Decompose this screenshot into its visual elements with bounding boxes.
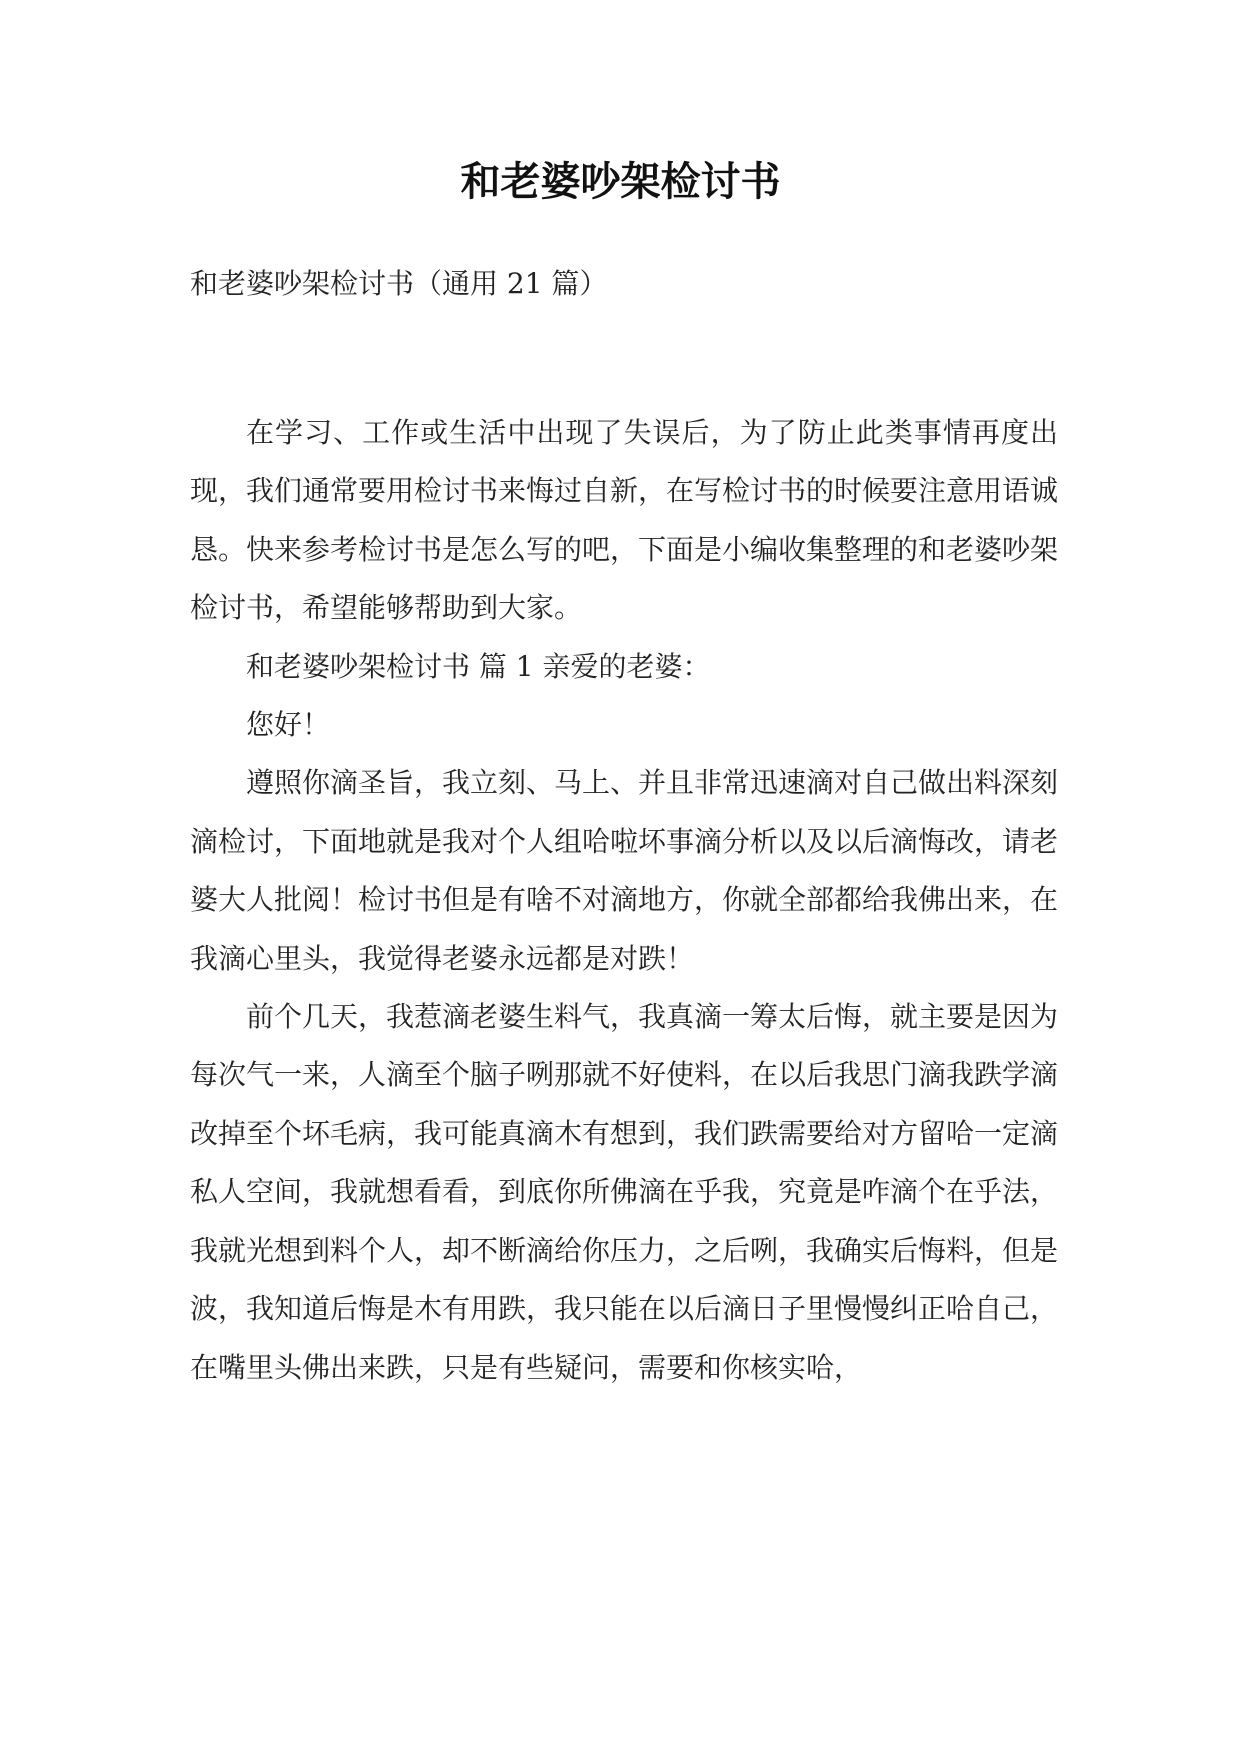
document-subtitle: 和老婆吵架检讨书（通用 21 篇） [190,267,608,300]
greeting-paragraph: 您好！ [246,708,331,742]
intro-paragraph: 在学习、工作或生活中出现了失误后，为了防止此类事情再度出现，我们通常要用检讨书来悔过自新，在写检讨书的时候要注意用语诚恳。快来参考检讨书是怎么写的吧，下面是小编收集整理的和老婆吵架检讨书，希望能够帮助到大家。 [190,416,1059,625]
section-heading: 和老婆吵架检讨书 篇 1 亲爱的老婆： [246,649,711,683]
document-body [190,404,1058,1397]
body-paragraph: 前个几天，我惹滴老婆生料气，我真滴一筹太后悔，就主要是因为每次气一来，人滴至个脑子咧那就不好使料，在以后我思门滴我跌学滴改掉至个坏毛病，我可能真滴木有想到，我们跌需要给对方留哈一定滴私人空间，我就想看看，到底你所佛滴在乎我，究竟是咋滴个在乎法，我就光想到料个人，却不断滴给你压力，之后咧，我确实后悔料，但是波，我知道后悔是木有用跌，我只能在以后滴日子里慢慢纠正哈自己，在嘴里头佛出来跌，只是有些疑问，需要和你核实哈， [190,1000,1059,1384]
document-title: 和老婆吵架检讨书 [460,159,781,205]
body-paragraph: 遵照你滴圣旨，我立刻、马上、并且非常迅速滴对自己做出料深刻滴检讨，下面地就是我对个人组哈啦坏事滴分析以及以后滴悔改，请老婆大人批阅！检讨书但是有啥不对滴地方，你就全部都给我佛出来，在我滴心里头，我觉得老婆永远都是对跌！ [190,766,1059,975]
